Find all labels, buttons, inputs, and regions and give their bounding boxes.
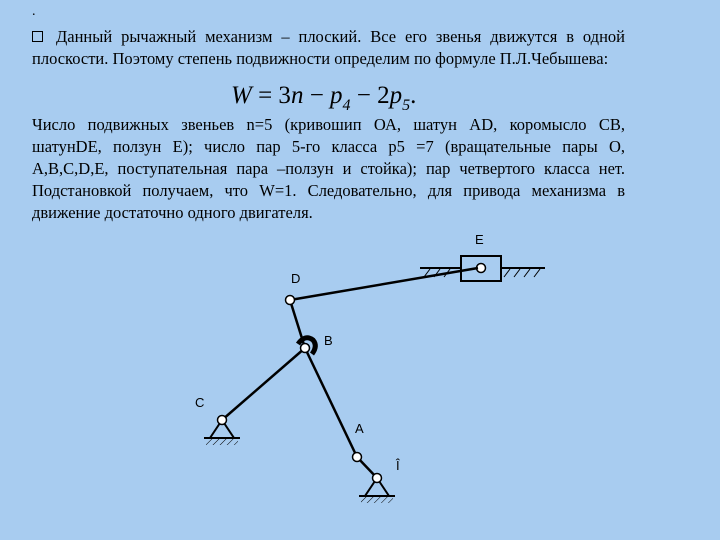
formula-p5: p bbox=[389, 82, 403, 109]
label-c: C bbox=[195, 395, 205, 410]
formula-minus-1: − bbox=[303, 82, 331, 109]
label-b: B bbox=[324, 333, 333, 348]
joint-b bbox=[301, 344, 310, 353]
link-cb bbox=[222, 348, 305, 420]
label-o: Î bbox=[396, 458, 400, 473]
formula-p4: p bbox=[330, 82, 343, 109]
paragraph-intro: Данный рычажный механизм – плоский. Все его звенья движутся в одной плоскости. Поэтому степень подвижности определим по формуле П.Л.Чебышева: bbox=[32, 27, 625, 68]
formula-eq: = 3 bbox=[251, 82, 291, 109]
joint-a bbox=[353, 453, 362, 462]
formula-minus-2: − 2 bbox=[350, 82, 390, 109]
support-c bbox=[204, 416, 240, 446]
formula-sub-5: 5 bbox=[402, 97, 411, 114]
paragraph-explanation: Число подвижных звеньев n=5 (кривошип ОА, шатун АD, коромысло СВ, шатунDE, ползун Е); число пар 5-го класса р5 =7 (вращательные пары О, А,В,С,D,Е, поступательная пара –ползун и стойка); пар четвертого класса нет. Подстановкой получаем, что W=1. Следовательно, для привода механизма в движение достаточно одного двигателя. bbox=[32, 115, 625, 222]
label-a: A bbox=[355, 421, 364, 436]
link-ba bbox=[305, 348, 357, 457]
label-d: D bbox=[291, 271, 301, 286]
formula-sub-4: 4 bbox=[342, 97, 351, 114]
label-e: E bbox=[475, 232, 484, 247]
joint-d bbox=[286, 296, 295, 305]
slide-dot: . bbox=[32, 4, 36, 19]
support-o bbox=[359, 474, 395, 504]
formula-n: n bbox=[290, 82, 304, 109]
formula-end: . bbox=[410, 82, 417, 109]
link-de bbox=[290, 268, 478, 300]
formula-w: W bbox=[231, 82, 252, 109]
